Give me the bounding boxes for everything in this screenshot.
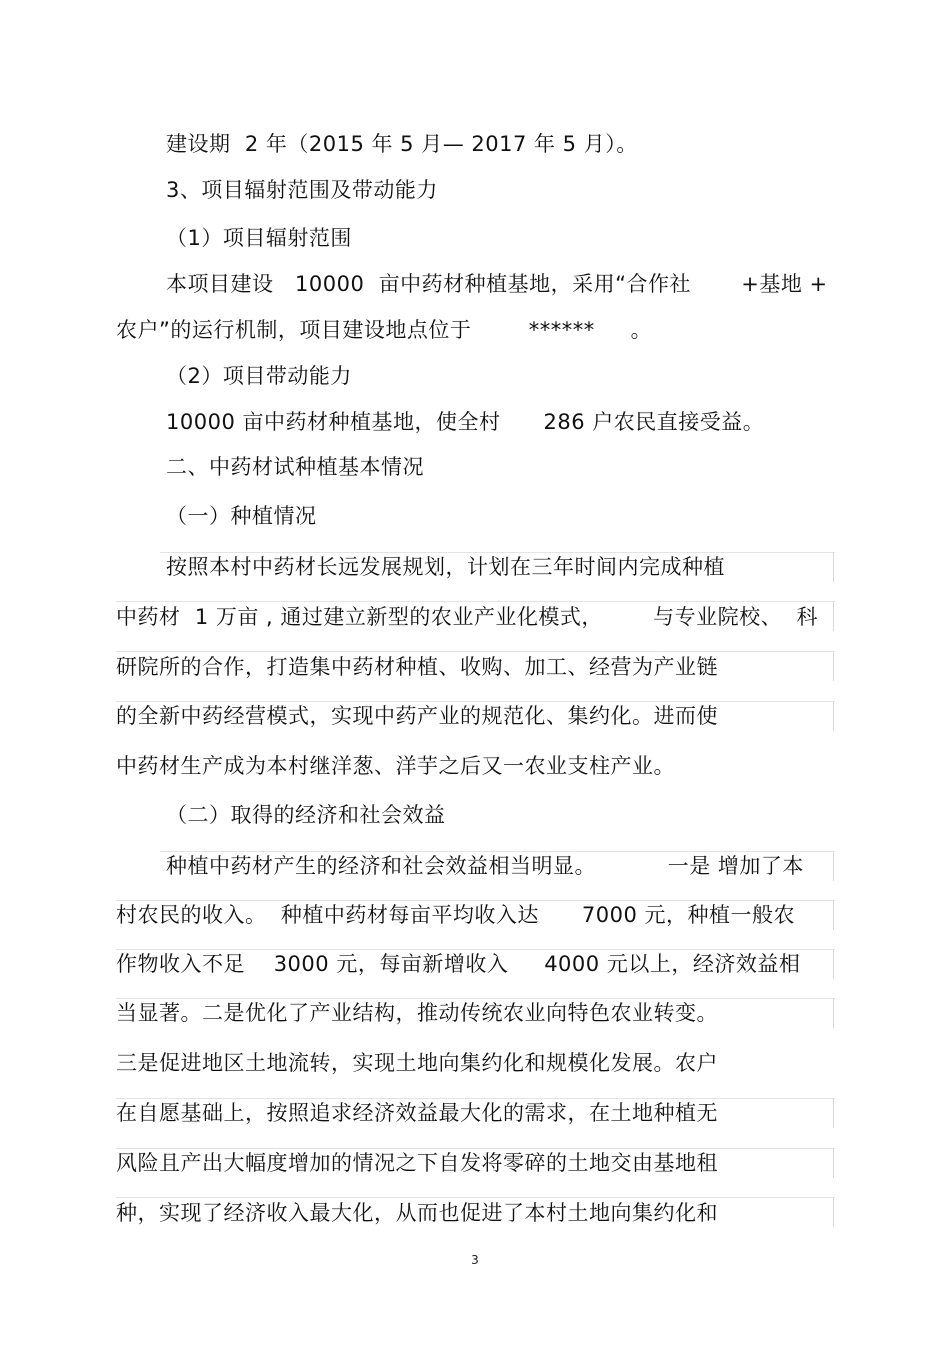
- text-line: 建设期 2 年（2015 年 5 月— 2017 年 5 月）。: [166, 132, 638, 156]
- text-line: 中药材 1 万亩 , 通过建立新型的农业产业化模式， 与专业院校、 科: [116, 605, 818, 629]
- text-line: 在自愿基础上，按照追求经济效益最大化的需求，在土地种植无: [116, 1101, 718, 1125]
- scan-rule: [116, 651, 835, 652]
- scan-bar: [833, 900, 834, 930]
- subsection-heading: （二）取得的经济和社会效益: [166, 803, 446, 827]
- text-line: 作物收入不足 3000 元，每亩新增收入 4000 元以上，经济效益相: [116, 952, 801, 976]
- text-line: 村农民的收入。 种植中药材每亩平均收入达 7000 元，种植一般农: [116, 903, 796, 927]
- text-line: 风险且产出大幅度增加的情况之下自发将零碎的土地交由基地租: [116, 1151, 718, 1175]
- text-line: 按照本村中药材长远发展规划，计划在三年时间内完成种植: [166, 555, 725, 579]
- text-line: 种植中药材产生的经济和社会效益相当明显。 一是 增加了本: [166, 854, 804, 878]
- text-line: 中药材生产成为本村继洋葱、洋芋之后又一农业支柱产业。: [116, 754, 675, 778]
- scan-bar: [833, 601, 834, 631]
- subsection-heading: （一）种植情况: [166, 504, 317, 528]
- scan-rule: [116, 1197, 835, 1198]
- text-line: 的全新中药经营模式，实现中药产业的规范化、集约化。进而使: [116, 704, 718, 728]
- text-line: 10000 亩中药材种植基地，使全村 286 户农民直接受益。: [166, 410, 765, 434]
- text-line: 农户”的运行机制，项目建设地点位于 ****** 。: [116, 318, 653, 342]
- text-line: 本项目建设 10000 亩中药材种植基地，采用“合作社 +基地 +: [166, 272, 828, 296]
- scan-bar: [833, 1148, 834, 1178]
- subsection-heading: （2）项目带动能力: [166, 364, 352, 388]
- scan-bar: [833, 701, 834, 731]
- scan-bar: [833, 552, 834, 582]
- scan-bar: [833, 998, 834, 1028]
- section-heading: 二、中药材试种植基本情况: [166, 455, 424, 479]
- scan-bar: [833, 1197, 834, 1227]
- text-line: 研院所的合作，打造集中药材种植、收购、加工、经营为产业链: [116, 655, 718, 679]
- scan-bar: [833, 651, 834, 681]
- scan-bar: [833, 1098, 834, 1128]
- text-line: 当显著。二是优化了产业结构，推动传统农业向特色农业转变。: [116, 1001, 718, 1025]
- text-line: 三是促进地区土地流转，实现土地向集约化和规模化发展。农户: [116, 1051, 718, 1075]
- section-heading: 3、项目辐射范围及带动能力: [166, 178, 438, 202]
- scan-rule: [116, 601, 835, 602]
- text-line: 种，实现了经济收入最大化，从而也促进了本村土地向集约化和: [116, 1201, 718, 1225]
- scan-bar: [833, 949, 834, 979]
- scan-bar: [833, 851, 834, 881]
- page-number: 3: [471, 1253, 479, 1267]
- subsection-heading: （1）项目辐射范围: [166, 226, 352, 250]
